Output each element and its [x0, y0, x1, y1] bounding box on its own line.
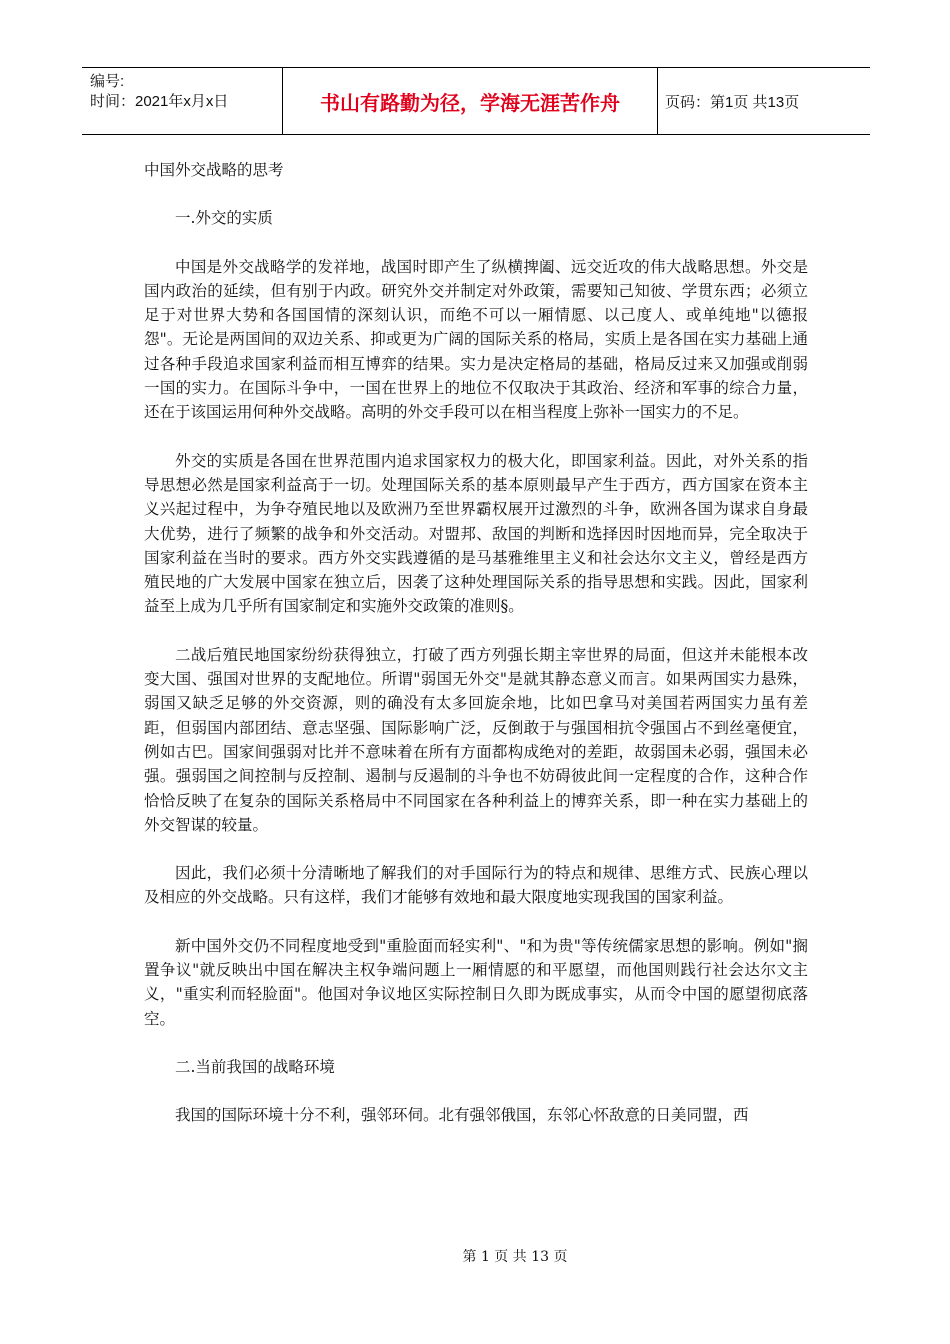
paragraph: 新中国外交仍不同程度地受到"重脸面而轻实利"、"和为贵"等传统儒家思想的影响。例如"搁置争议"就反映出中国在解决主权争端问题上一厢情愿的和平愿望，而他国则践行社会达尔文主义，"重实利而轻脸面"。他国对争议地区实际控制日久即为既成事实，从而令中国的愿望彻底落空。	[144, 936, 808, 1028]
doc-time-label: 时间：2021年x月x日	[90, 93, 229, 110]
doc-number-label: 编号:	[90, 73, 125, 90]
header-meta-cell	[82, 68, 283, 134]
page-footer	[0, 1246, 950, 1266]
paragraph: 二战后殖民地国家纷纷获得独立，打破了西方列强长期主宰世界的局面，但这并未能根本改变大国、强国对世界的支配地位。所谓"弱国无外交"是就其静态意义而言。如果两国实力悬殊，弱国又缺乏足够的外交资源，则的确没有太多回旋余地，比如巴拿马对美国若两国实力虽有差距，但弱国内部团结、意志坚强、国际影响广泛，反倒敢于与强国相抗令强国占不到丝毫便宜，例如古巴。国家间强弱对比并不意味着在所有方面都构成绝对的差距，故弱国未必弱，强国未必强。强弱国之间控制与反控制、遏制与反遏制的斗争也不妨碍彼此间一定程度的合作，这种合作恰恰反映了在复杂的国际关系格局中不同国家在各种利益上的博弈关系，即一种在实力基础上的外交智谋的较量。	[144, 645, 808, 834]
header-motto: 书山有路勤为径，学海无涯苦作舟	[320, 90, 620, 115]
paragraph: 我国的国际环境十分不利，强邻环伺。北有强邻俄国，东邻心怀敌意的日美同盟，西	[175, 1106, 749, 1125]
header-page-cell	[658, 68, 870, 134]
paragraph: 中国是外交战略学的发祥地，战国时即产生了纵横捭阖、远交近攻的伟大战略思想。外交是国内政治的延续，但有别于内政。研究外交并制定对外政策，需要知己知彼、学贯东西；必须立足于对世界大势和各国国情的深刻认识，而绝不可以一厢情愿、以己度人、或单纯地"以德报怨"。无论是两国间的双边关系、抑或更为广阔的国际关系的格局，实质上是各国在实力基础上通过各种手段追求国家利益而相互博弈的结果。实力是决定格局的基础，格局反过来又加强或削弱一国的实力。在国际斗争中，一国在世界上的地位不仅取决于其政治、经济和军事的综合力量，还在于该国运用何种外交战略。高明的外交手段可以在相当程度上弥补一国实力的不足。	[144, 257, 808, 422]
document-title: 中国外交战略的思考	[144, 161, 284, 179]
footer-page-number: 第 1 页 共 13 页	[462, 1249, 568, 1265]
page-header	[82, 67, 870, 135]
header-motto-cell	[283, 68, 658, 134]
document-body	[144, 158, 808, 1127]
paragraph: 因此，我们必须十分清晰地了解我们的对手国际行为的特点和规律、思维方式、民族心理以及相应的外交战略。只有这样，我们才能够有效地和最大限度地实现我国的国家利益。	[144, 864, 808, 907]
section-heading-1: 一.外交的实质	[175, 209, 273, 228]
paragraph: 外交的实质是各国在世界范围内追求国家权力的极大化，即国家利益。因此，对外关系的指导思想必然是国家利益高于一切。处理国际关系的基本原则最早产生于西方，西方国家在资本主义兴起过程中，为争夺殖民地以及欧洲乃至世界霸权展开过激烈的斗争，欧洲各国为谋求自身最大优势，进行了频繁的战争和外交活动。对盟邦、敌国的判断和选择因时因地而异，完全取决于国家利益在当时的要求。西方外交实践遵循的是马基雅维里主义和社会达尔文主义，曾经是西方殖民地的广大发展中国家在独立后，因袭了这种处理国际关系的指导思想和实践。因此，国家利益至上成为几乎所有国家制定和实施外交政策的准则§。	[144, 451, 808, 616]
section-heading-2: 二.当前我国的战略环境	[175, 1057, 335, 1076]
header-page-info: 页码：第1页 共13页	[665, 93, 800, 111]
